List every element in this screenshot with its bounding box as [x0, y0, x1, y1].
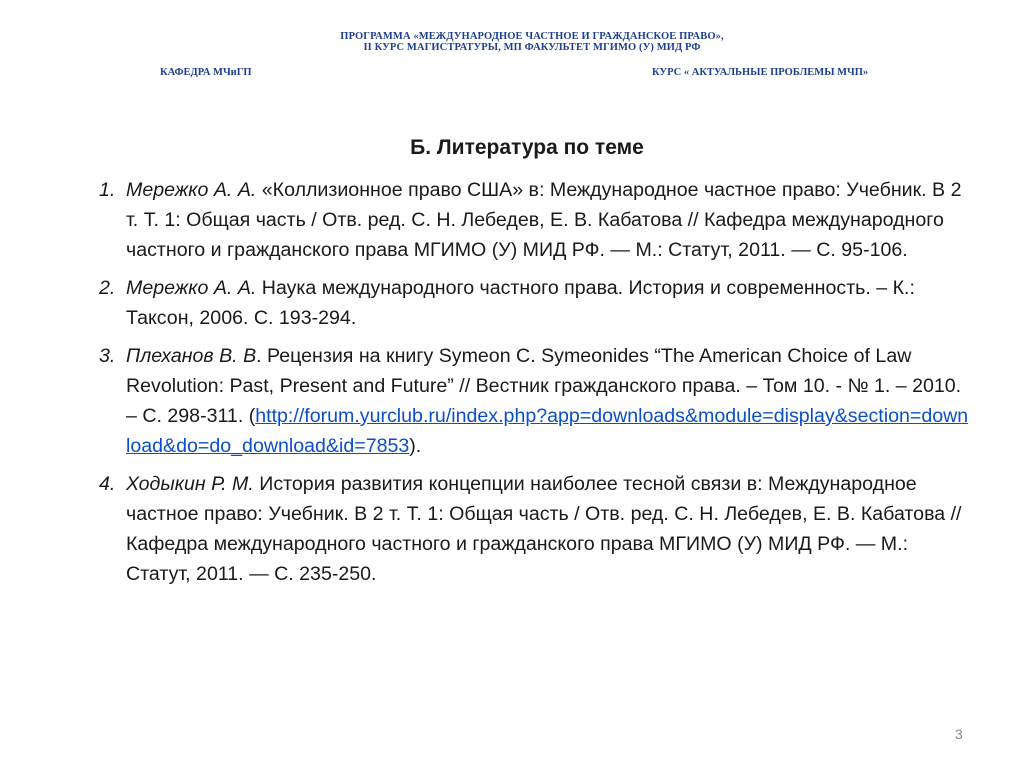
reference-author: Ходыкин Р. М.	[126, 473, 254, 495]
download-link[interactable]: http://forum.yurclub.ru/index.php?app=downloads&module=display&section=download&do=do_download&id=7853	[126, 405, 969, 457]
reference-number: 2.	[99, 277, 116, 299]
reference-author: Плеханов В. В	[126, 345, 257, 367]
reference-item	[99, 273, 969, 333]
reference-text: Наука международного частного права. История и современность. – К.: Таксон, 2006. С. 193-294.	[126, 277, 915, 329]
section-title: Б. Литература по теме	[410, 136, 644, 159]
page-number: 3	[955, 726, 963, 742]
reference-author: Мережко А. А.	[126, 277, 257, 299]
reference-number: 3.	[99, 345, 116, 367]
header-course-name: КУРС « АКТУАЛЬНЫЕ ПРОБЛЕМЫ МЧП»	[652, 67, 869, 78]
reference-item	[99, 175, 969, 265]
reference-text: . Рецензия на книгу Symeon C. Symeonides “The American Choice of Law Revolution: Past, Present and Future” // Вестник гражданского права. – Том 10. - № 1. – 2010. – С. 298-311. (	[126, 345, 962, 427]
header-program-line: ПРОГРАММА «МЕЖДУНАРОДНОЕ ЧАСТНОЕ И ГРАЖДАНСКОЕ ПРАВО»,	[340, 31, 724, 42]
reference-text-end: ).	[409, 435, 422, 457]
reference-item	[99, 341, 969, 461]
reference-item	[99, 469, 969, 589]
header-department: КАФЕДРА МЧиГП	[160, 67, 252, 78]
reference-text: «Коллизионное право США» в: Международное частное право: Учебник. В 2 т. Т. 1: Общая часть / Отв. ред. С. Н. Лебедев, Е. В. Кабатова // Кафедра международного частного и гражданского права МГИМО (У) МИД РФ. — М.: Статут, 2011. — С. 95-106.	[126, 179, 962, 261]
reference-list	[99, 175, 969, 597]
reference-number: 1.	[99, 179, 116, 201]
header-course-line: II КУРС МАГИСТРАТУРЫ, МП ФАКУЛЬТЕТ МГИМО (У) МИД РФ	[363, 42, 701, 53]
reference-number: 4.	[99, 473, 116, 495]
reference-author: Мережко А. А.	[126, 179, 257, 201]
reference-text: История развития концепции наиболее тесной связи в: Международное частное право: Учебник. В 2 т. Т. 1: Общая часть / Отв. ред. С. Н. Лебедев, Е. В. Кабатова // Кафедра международного частного и гражданского права МГИМО (У) МИД РФ. — М.: Статут, 2011. — С. 235-250.	[126, 473, 962, 585]
